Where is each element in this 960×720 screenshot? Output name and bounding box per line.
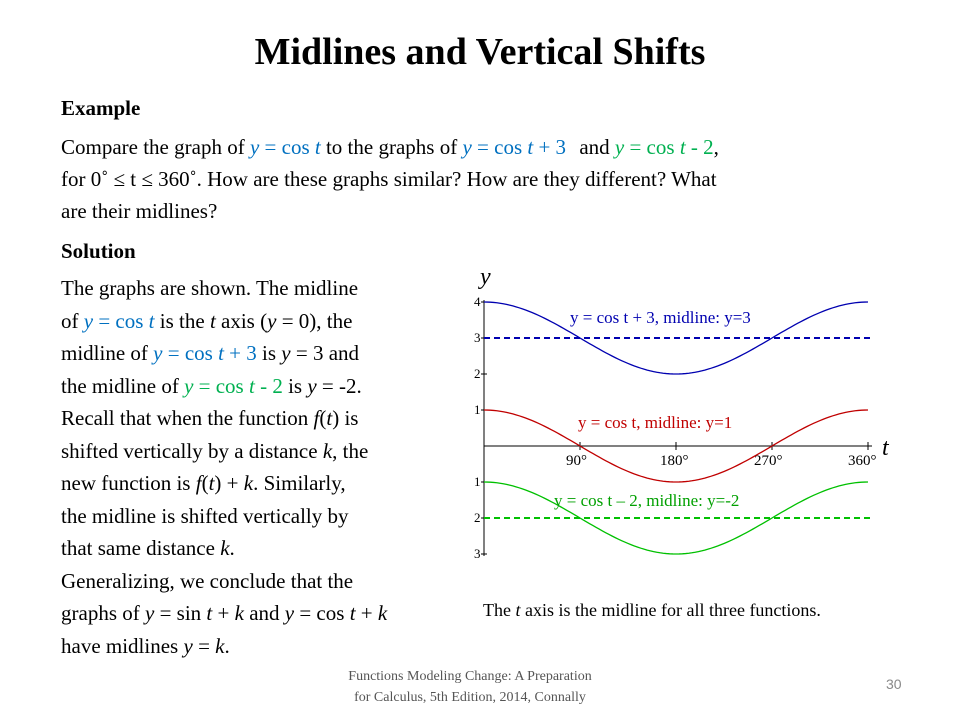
- solution-line: shifted vertically by a distance k, the: [61, 438, 369, 463]
- solution-line: midline of y = cos t + 3 is y = 3 and: [61, 341, 360, 365]
- y-tick-label: 4: [474, 294, 481, 309]
- y-tick-label: 3: [474, 546, 481, 561]
- solution-heading: Solution: [61, 239, 136, 263]
- footer-citation: Functions Modeling Change: A Preparation for Calculus, 5th Edition, 2014, Connally: [348, 669, 592, 705]
- page-number: 30: [886, 676, 902, 692]
- y-tick-label: 1: [474, 474, 481, 489]
- solution-line: that same distance k.: [61, 536, 235, 560]
- solution-line: the midline is shifted vertically by: [61, 503, 349, 528]
- x-tick-label: 360°: [848, 453, 877, 469]
- y-tick-label: 2: [474, 366, 481, 381]
- example-line-3: are their midlines?: [61, 199, 218, 223]
- label-bottom-curve: y = cos t – 2, midline: y=-2: [554, 491, 740, 510]
- y-ticks: [474, 294, 487, 561]
- solution-line: Recall that when the function f(t) is: [61, 406, 359, 430]
- y-tick-label: 1: [474, 402, 481, 417]
- example-paragraph: [61, 131, 921, 227]
- y-tick-label: 3: [474, 330, 481, 345]
- solution-line: the midline of y = cos t - 2 is y = -2.: [61, 373, 362, 398]
- example-line-2: for 0˚ ≤ t ≤ 360˚. How are these graphs similar? How are they different? What: [61, 167, 717, 191]
- t-axis-label: t: [882, 435, 889, 461]
- slide-title: Midlines and Vertical Shifts: [254, 31, 706, 73]
- label-mid-curve: y = cos t, midline: y=1: [578, 413, 733, 432]
- cosine-graph: [462, 258, 902, 578]
- solution-line: The graphs are shown. The midline: [61, 276, 359, 300]
- solution-line: new function is f(t) + k. Similarly,: [61, 471, 346, 495]
- y-axis-label: y: [480, 264, 491, 290]
- x-tick-label: 90°: [566, 453, 587, 469]
- solution-paragraph: [61, 272, 461, 662]
- label-top-curve: y = cos t + 3, midline: y=3: [570, 308, 751, 327]
- y-tick-label: 2: [474, 510, 481, 525]
- example-heading: Example: [61, 96, 141, 120]
- solution-line: graphs of y = sin t + k and y = cos t + k: [61, 601, 388, 625]
- graph-caption: The t axis is the midline for all three functions.: [483, 600, 821, 620]
- solution-line: have midlines y = k.: [61, 633, 230, 658]
- solution-line: Generalizing, we conclude that the: [61, 568, 354, 593]
- x-tick-label: 270°: [754, 453, 783, 469]
- example-line-1: Compare the graph of y = cos t to the graphs of y = cos t + 3 and y = cos t - 2,: [61, 135, 719, 159]
- x-tick-label: 180°: [660, 453, 689, 469]
- solution-line: of y = cos t is the t axis (y = 0), the: [61, 308, 353, 333]
